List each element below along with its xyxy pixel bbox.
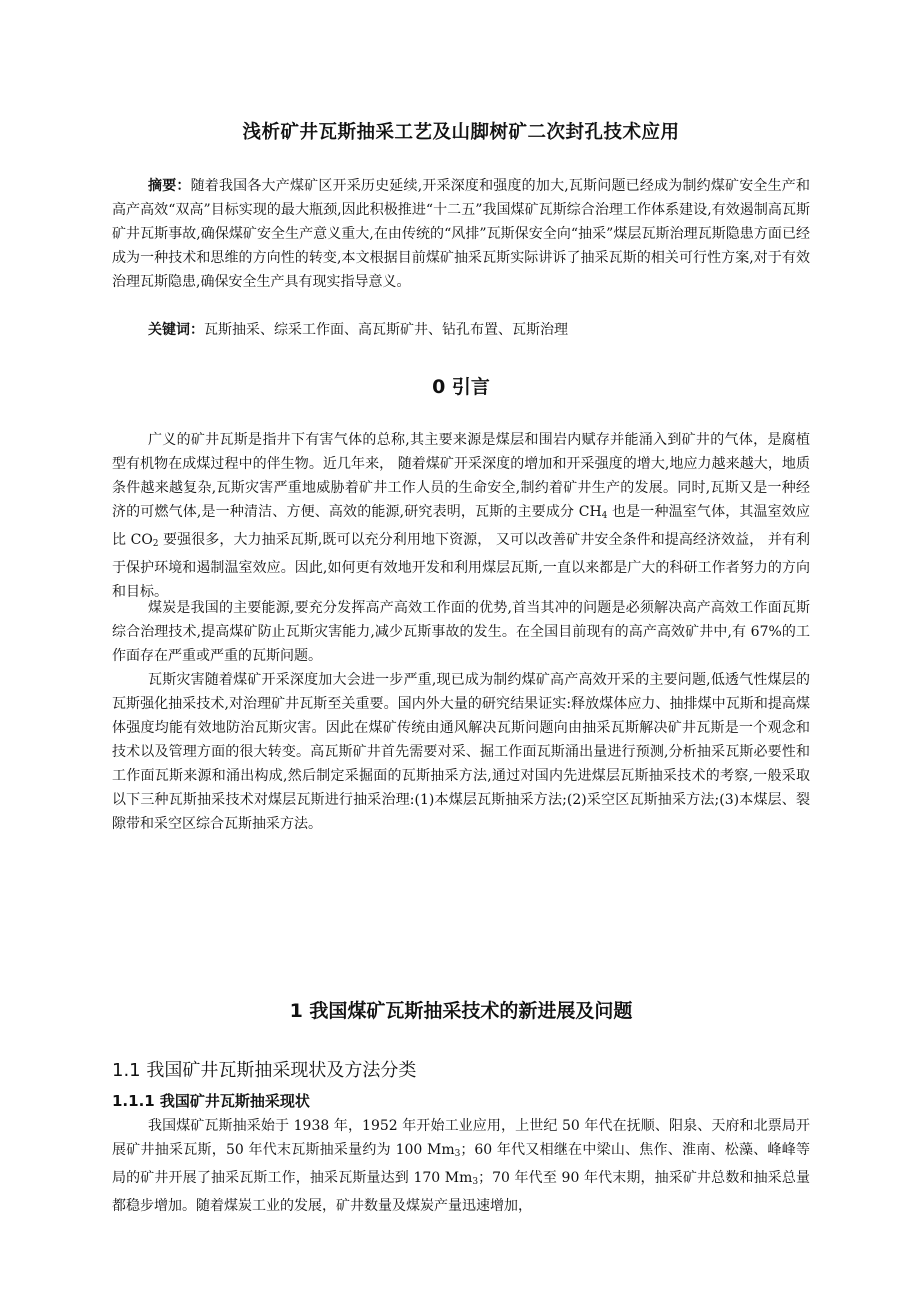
subsection-1-1-heading: 1.1 我国矿井瓦斯抽采现状及方法分类	[112, 1060, 417, 1081]
keywords-paragraph	[112, 318, 810, 342]
mm3-subscript-2: 3	[472, 1177, 479, 1187]
abstract-text: 随着我国各大产煤矿区开采历史延续,开采深度和强度的加大,瓦斯问题已经成为制约煤矿安全生产和高产高效“双高”目标实现的最大瓶颈,因此积极推进“十二五”我国煤矿瓦斯综合治理工作体系建设,有效遏制高瓦斯矿井瓦斯事故,确保煤矿安全生产意义重大,在由传统的“风排”瓦斯保安全向“抽采”煤层瓦斯治理瓦斯隐患方面已经成为一种技术和思维的方向性的转变,本文根据目前煤矿抽采瓦斯实际讲诉了抽采瓦斯的相关可行性方案,对于有效治理瓦斯隐患,确保安全生产具有现实指导意义。	[112, 178, 811, 290]
s1-p1-part-a: 我国煤矿瓦斯抽采始于 1938 年，1952 年开始工业应用，上世纪 50 年代在抚顺、阳泉、天府和北票局开展矿井抽采瓦斯，50 年代末瓦斯抽采量约为 100 Mm	[112, 1118, 810, 1158]
intro-paragraph-3: 瓦斯灾害随着煤矿开采深度加大会进一步严重,现已成为制约煤矿高产高效开采的主要问题,低透气性煤层的瓦斯强化抽采技术,对治理矿井瓦斯至关重要。国内外大量的研究结果证实:释放煤体应力、抽排煤中瓦斯和提高煤体强度均能有效地防治瓦斯灾害。因此在煤矿传统由通风解决瓦斯问题向由抽采瓦斯解决矿井瓦斯是一个观念和技术以及管理方面的很大转变。高瓦斯矿井首先需要对采、掘工作面瓦斯涌出量进行预测,分析抽采瓦斯必要性和工作面瓦斯来源和涌出构成,然后制定采掘面的瓦斯抽采方法,通过对国内先进煤层瓦斯抽采技术的考察,一般采取以下三种瓦斯抽采技术对煤层瓦斯进行抽采治理:(1)本煤层瓦斯抽采方法;(2)采空区瓦斯抽采方法;(3)本煤层、裂隙带和采空区综合瓦斯抽采方法。	[112, 672, 810, 832]
section-0-heading: 0 引言	[432, 376, 490, 398]
mm3-subscript-1: 3	[454, 1149, 461, 1159]
s1-p1-part-c: ；70 年代至 90 年代末期，抽采矿井总数和抽采总量都稳步增加。随着煤炭工业的发展，矿井数量及煤炭产量迅速增加，	[112, 1170, 811, 1214]
intro-paragraph-2: 煤炭是我国的主要能源,要充分发挥高产高效工作面的优势,首当其冲的问题是必须解决高产高效工作面瓦斯综合治理技术,提高煤矿防止瓦斯灾害能力,减少瓦斯事故的发生。在全国目前现有的高产高效矿井中,有 67%的工作面存在严重或严重的瓦斯问题。	[112, 600, 810, 664]
intro-p1-part-c: 要强很多，大力抽采瓦斯,既可以充分利用地下资源， 又可以改善矿井安全条件和提高经济效益， 并有利于保护环境和遏制温室效应。因此,如何更有效地开发和利用煤层瓦斯,一直以来都是广大的科研工作者努力的方向和目标。	[112, 532, 810, 600]
paper-title: 浅析矿井瓦斯抽采工艺及山脚树矿二次封孔技术应用	[242, 122, 680, 143]
subsection-1-1-1-heading: 1.1.1 我国矿井瓦斯抽采现状	[112, 1092, 310, 1110]
abstract-label: 摘要：	[148, 178, 191, 194]
keywords-label: 关键词：	[148, 322, 204, 338]
section1-paragraph-1	[112, 1114, 810, 1218]
s1-p1-part-b: ；60 年代又相继在中梁山、焦作、淮南、松藻、峰峰等局的矿井开展了抽采瓦斯工作，抽采瓦斯量达到 170 Mm	[112, 1142, 810, 1186]
intro-p1-part-b: 也是一种温室气体，其温室效应比 CO	[112, 504, 810, 548]
intro-paragraph-1	[112, 428, 810, 604]
keywords-text: 瓦斯抽采、综采工作面、高瓦斯矿井、钻孔布置、瓦斯治理	[204, 322, 568, 338]
intro-p1-part-a: 广义的矿井瓦斯是指井下有害气体的总称,其主要来源是煤层和围岩内赋存并能涌入到矿井的气体，是腐植型有机物在成煤过程中的伴生物。近几年来， 随着煤矿开采深度的增加和开采强度的增大,地应力越来越大，地质条件越来越复杂,瓦斯灾害严重地威胁着矿井工作人员的生命安全,制约着矿井生产的发展。同时,瓦斯又是一种经济的可燃气体,是一种清洁、方便、高效的能源,研究表明，瓦斯的主要成分 CH	[112, 432, 810, 520]
abstract-paragraph	[112, 174, 810, 294]
section-1-heading: 1 我国煤矿瓦斯抽采技术的新进展及问题	[289, 1000, 633, 1022]
co2-subscript: 2	[152, 539, 159, 549]
ch4-subscript: 4	[601, 511, 608, 521]
